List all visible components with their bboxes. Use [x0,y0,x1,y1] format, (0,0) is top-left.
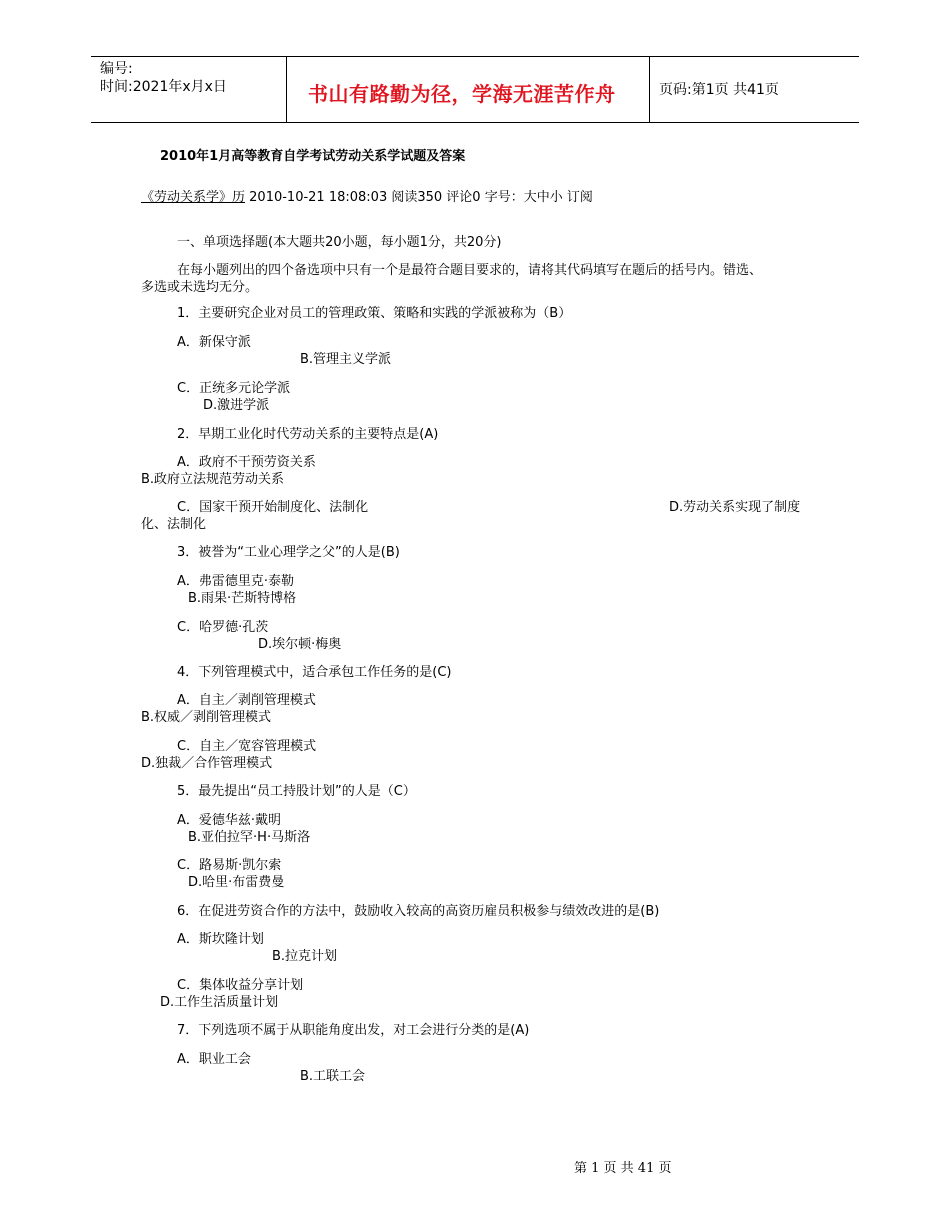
header-divider-right [649,57,650,122]
option-a: A．新保守派 [177,335,251,350]
header-bottom-rule [91,122,859,123]
option-c: C．路易斯·凯尔索 [177,858,282,873]
header-top-rule [91,56,859,57]
option-d: D.工作生活质量计划 [160,995,279,1010]
option-d: D.激进学派 [203,398,270,413]
header-number-label: 编号: [100,61,133,77]
instruction-line-2: 多选或未选均无分。 [141,280,259,295]
option-b: B.拉克计划 [272,949,338,964]
document-title: 2010年1月高等教育自学考试劳动关系学试题及答案 [160,149,466,164]
option-d: D.独裁／合作管理模式 [141,756,273,771]
option-a: A．政府不干预劳资关系 [177,455,316,470]
question-stem: 3．被誉为“工业心理学之父”的人是(B) [177,545,400,560]
option-c: C．正统多元论学派 [177,381,291,396]
question-stem: 5．最先提出“员工持股计划”的人是（C） [177,784,416,799]
option-a: A．弗雷德里克·泰勒 [177,574,295,589]
option-d: D.埃尔顿·梅奥 [258,637,342,652]
question-stem: 4．下列管理模式中，适合承包工作任务的是(C) [177,665,452,680]
option-b: B.雨果·芒斯特博格 [188,591,297,606]
option-c: C．哈罗德·孔茨 [177,620,269,635]
question-stem: 1．主要研究企业对员工的管理政策、策略和实践的学派被称为（B） [177,306,572,321]
option-d: D.劳动关系实现了制度 [669,500,801,515]
category-link[interactable]: 《劳动关系学》历 [141,190,246,205]
option-d: D.哈里·布雷费曼 [188,875,285,890]
meta-line [141,189,593,206]
option-c: C．自主／宽容管理模式 [177,739,317,754]
option-a: A．爱德华兹·戴明 [177,813,282,828]
option-b: B.权威／剥削管理模式 [141,710,272,725]
section-heading: 一、单项选择题(本大题共20小题，每小题1分，共20分) [177,235,502,250]
header-slogan: 书山有路勤为径，学海无涯苦作舟 [308,82,616,106]
option-d-continued: 化、法制化 [141,517,207,532]
option-b: B.工联工会 [300,1069,366,1084]
header-page-info: 页码:第1页 共41页 [659,82,779,98]
option-a: A．职业工会 [177,1052,251,1067]
option-c: C．集体收益分享计划 [177,978,304,993]
meta-info: 2010-10-21 18:08:03 阅读350 评论0 字号：大中小 订阅 [249,190,593,205]
instruction-line-1: 在每小题列出的四个备选项中只有一个是最符合题目要求的，请将其代码填写在题后的括号内。错选、 [177,263,763,278]
option-c: C．国家干预开始制度化、法制化 [177,500,369,515]
question-stem: 7．下列选项不属于从职能角度出发，对工会进行分类的是(A) [177,1023,530,1038]
question-stem: 6．在促进劳资合作的方法中，鼓励收入较高的高资历雇员积极参与绩效改进的是(B) [177,904,660,919]
page-footer: 第 1 页 共 41 页 [574,1161,672,1176]
question-stem: 2．早期工业化时代劳动关系的主要特点是(A) [177,427,439,442]
option-b: B.亚伯拉罕·H·马斯洛 [188,830,311,845]
option-a: A．自主／剥削管理模式 [177,693,316,708]
header-divider-left [286,57,287,122]
option-a: A．斯坎隆计划 [177,932,264,947]
option-b: B.管理主义学派 [300,352,392,367]
header-time-label: 时间:2021年x月x日 [100,79,227,95]
option-b: B.政府立法规范劳动关系 [141,472,285,487]
